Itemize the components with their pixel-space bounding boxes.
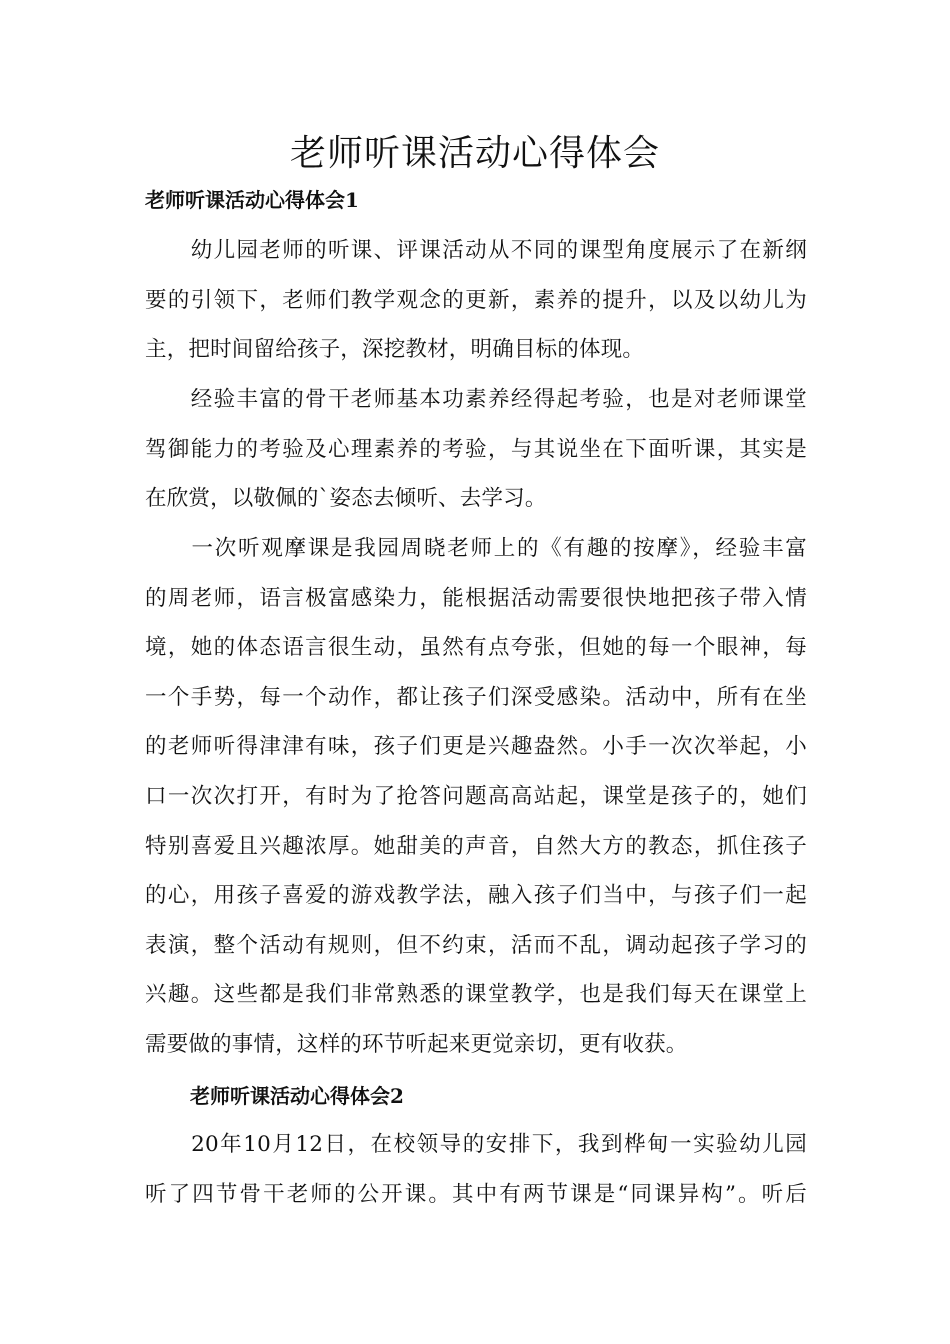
section-heading-1: 老师听课活动心得体会1 (145, 188, 359, 212)
paragraph-line: 经验丰富的骨干老师基本功素养经得起考验，也是对老师课堂 (145, 387, 807, 412)
paragraph-line: 表演，整个活动有规则，但不约束，活而不乱，调动起孩子学习的 (145, 932, 807, 958)
paragraph-line: 兴趣。这些都是我们非常熟悉的课堂教学，也是我们每天在课堂上 (145, 982, 807, 1008)
paragraph-1 (145, 226, 807, 375)
paragraph-line: 一次听观摩课是我园周晓老师上的《有趣的按摩》，经验丰富 (145, 536, 807, 561)
paragraph-line: 的心，用孩子喜爱的游戏教学法，融入孩子们当中，与孩子们一起 (145, 883, 807, 909)
paragraph-2 (145, 375, 807, 524)
paragraph-line: 的周老师，语言极富感染力，能根据活动需要很快地把孩子带入情 (145, 585, 807, 611)
document-title: 老师听课活动心得体会 (289, 133, 660, 174)
paragraph-line: 20年10月12日，在校领导的安排下，我到桦甸一实验幼儿园 (145, 1132, 807, 1157)
paragraph-4 (145, 1120, 807, 1219)
paragraph-line: 的老师听得津津有味，孩子们更是兴趣盎然。小手一次次举起，小 (145, 734, 807, 760)
paragraph-line: 需要做的事情，这样的环节听起来更觉亲切，更有收获。 (145, 1031, 688, 1057)
paragraph-line: 一个手势，每一个动作，都让孩子们深受感染。活动中，所有在坐 (145, 684, 807, 710)
paragraph-line: 主，把时间留给孩子，深挖教材，明确目标的体现。 (145, 337, 645, 363)
paragraph-line: 在欣赏，以敬佩的`姿态去倾听、去学习。 (145, 486, 547, 512)
paragraph-3 (145, 524, 807, 1070)
paragraph-line: 驾御能力的考验及心理素养的考验，与其说坐在下面听课，其实是 (145, 436, 807, 462)
paragraph-line: 听了四节骨干老师的公开课。其中有两节课是“同课异构”。听后 (145, 1181, 807, 1207)
paragraph-line: 特别喜爱且兴趣浓厚。她甜美的声音，自然大方的教态，抓住孩子 (145, 833, 807, 859)
section-heading-2: 老师听课活动心得体会2 (190, 1084, 404, 1108)
paragraph-line: 要的引领下，老师们教学观念的更新，素养的提升，以及以幼儿为 (145, 287, 807, 313)
paragraph-line: 口一次次打开，有时为了抢答问题高高站起，课堂是孩子的，她们 (145, 783, 807, 809)
paragraph-line: 境，她的体态语言很生动，虽然有点夸张，但她的每一个眼神，每 (145, 635, 807, 661)
paragraph-line: 幼儿园老师的听课、评课活动从不同的课型角度展示了在新纲 (145, 238, 807, 263)
